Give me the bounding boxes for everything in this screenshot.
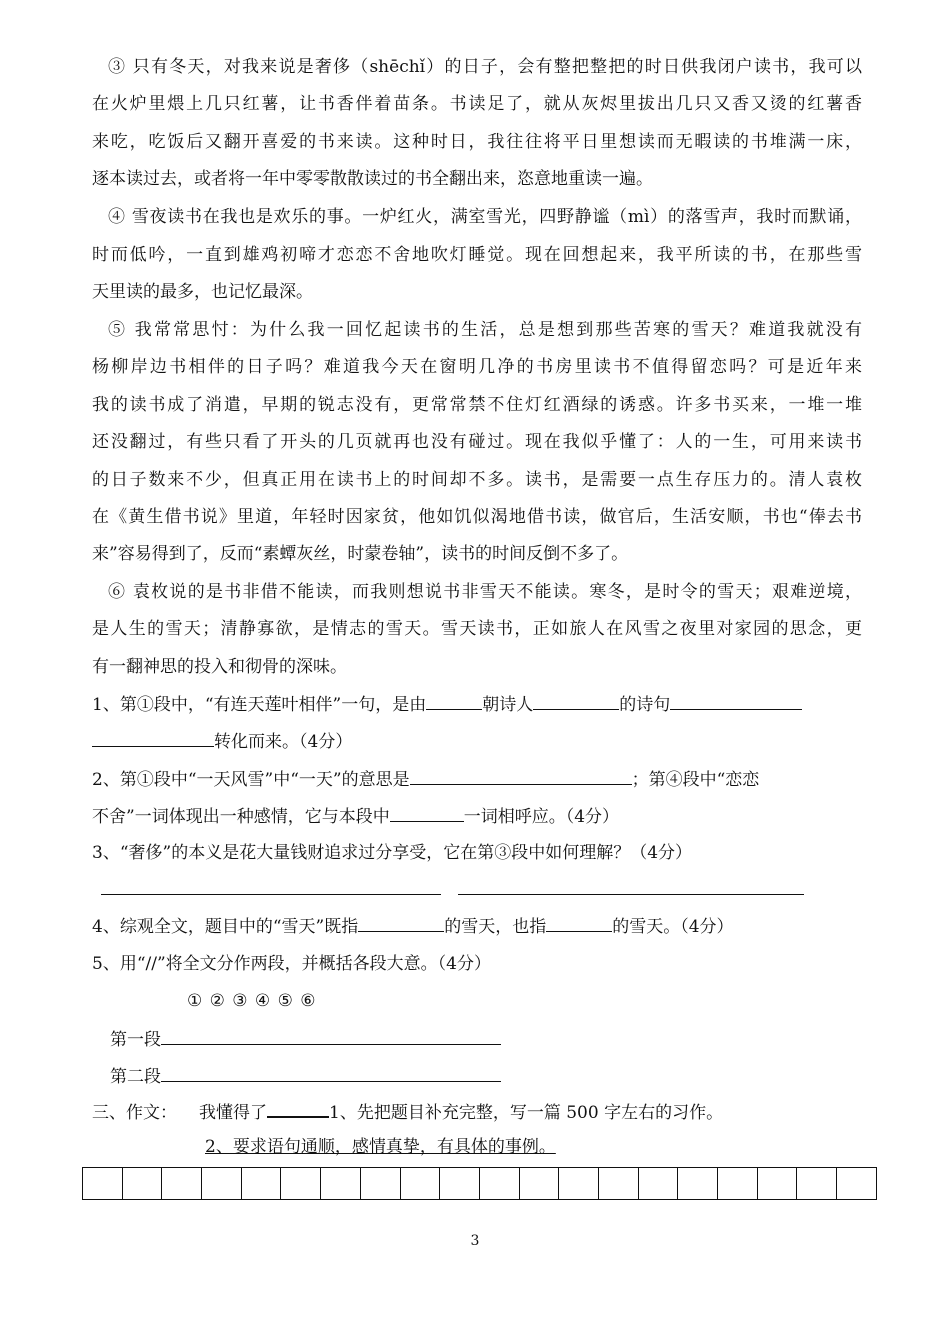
grid-cell[interactable]	[242, 1167, 282, 1200]
q4-text-b: 的雪天，也指	[444, 917, 547, 937]
p5-line-1: ⑤ 我常常思忖：为什么我一回忆起读书的生活，总是想到那些苦寒的雪天？难道我就没有	[108, 320, 862, 340]
grid-cell[interactable]	[440, 1167, 480, 1200]
q1-blank-poem-cont[interactable]	[92, 730, 214, 747]
p3-line-2: 在火炉里煨上几只红薯，让书香伴着苗条。书读足了，就从灰烬里拔出几只又香又烫的红薯香	[92, 94, 862, 114]
q4-text-a: 4、综观全文，题目中的“雪天”既指	[92, 917, 359, 937]
essay-heading	[92, 1100, 862, 1124]
question-4	[92, 915, 862, 938]
p6-line-3: 有一翻神思的投入和彻骨的深味。	[92, 657, 347, 677]
p3-line-4: 逐本读过去，或者将一年中零零散散读过的书全翻出来，恣意地重读一遍。	[92, 169, 653, 189]
question-3: 3、“奢侈”的本义是花大量钱财追求过分享受，它在第③段中如何理解？（4分）	[92, 843, 693, 863]
essay-title-prefix: 我懂得了	[199, 1103, 267, 1123]
p4-line-3: 天里读的最多，也记忆最深。	[92, 282, 313, 302]
grid-cell[interactable]	[162, 1167, 202, 1200]
grid-cell[interactable]	[639, 1167, 679, 1200]
p4-line-2: 时而低吟，一直到雄鸡初啼才恋恋不舍地吹灯睡觉。现在回想起来，我平所读的书，在那些雪	[92, 245, 862, 265]
q3-answer-line-2[interactable]	[458, 894, 804, 895]
p5-line-5: 的日子数来不少，但真正用在读书上的时间却不多。读书，是需要一点生存压力的。清人袁枚	[92, 470, 862, 490]
grid-cell[interactable]	[83, 1167, 123, 1200]
essay-label: 三、作文：	[92, 1103, 177, 1123]
p5-line-2: 杨柳岸边书相伴的日子吗？难道我今天在窗明几净的书房里读书不值得留恋吗？可是近年来	[92, 357, 862, 377]
essay-title-blank[interactable]	[267, 1100, 329, 1118]
p6-line-1: ⑥ 袁枚说的是书非借不能读，而我则想说书非雪天不能读。寒冬，是时令的雪天；艰难逆境，	[108, 582, 862, 602]
question-2-cont	[92, 805, 862, 828]
p5-line-3: 我的读书成了消遣，早期的锐志没有，更常常禁不住灯红酒绿的诱惑。许多书买来，一堆一堆	[92, 395, 862, 415]
grid-cell[interactable]	[559, 1167, 599, 1200]
grid-cell[interactable]	[797, 1167, 837, 1200]
q1-blank-poet[interactable]	[533, 693, 619, 710]
p5-line-7: 来”容易得到了，反而“素蟫灰丝，时蒙卷轴”，读书的时间反倒不多了。	[92, 544, 629, 564]
q5-segment-2	[110, 1065, 530, 1088]
grid-cell[interactable]	[480, 1167, 520, 1200]
q5-seg1-label: 第一段	[110, 1030, 161, 1050]
grid-cell[interactable]	[123, 1167, 163, 1200]
q2-text-a: 2、第①段中“一天风雪”中“一天”的意思是	[92, 770, 410, 790]
question-1-cont	[92, 730, 862, 753]
grid-cell[interactable]	[361, 1167, 401, 1200]
grid-cell[interactable]	[321, 1167, 361, 1200]
grid-cell[interactable]	[520, 1167, 560, 1200]
q1-text-b: 朝诗人	[482, 695, 534, 715]
q1-blank-dynasty[interactable]	[426, 693, 482, 710]
question-1	[92, 693, 862, 716]
grid-cell[interactable]	[758, 1167, 798, 1200]
writing-grid[interactable]	[82, 1167, 877, 1200]
q3-answer-line-1[interactable]	[101, 894, 441, 895]
grid-cell[interactable]	[718, 1167, 758, 1200]
q2-blank-meaning[interactable]	[410, 768, 632, 785]
q5-seg1-blank[interactable]	[161, 1028, 501, 1045]
question-2	[92, 768, 862, 791]
q2-text-b: ；第④段中“恋恋	[631, 770, 760, 790]
p4-line-1: ④ 雪夜读书在我也是欢乐的事。一炉红火，满室雪光，四野静谧（mì）的落雪声，我时而默诵，	[108, 207, 862, 227]
q5-seg2-blank[interactable]	[161, 1065, 501, 1082]
grid-cell[interactable]	[599, 1167, 639, 1200]
p3-line-3: 来吃，吃饭后又翻开喜爱的书来读。这种时日，我往往将平日里想读而无暇读的书堆满一床，	[92, 132, 862, 152]
p3-line-1: ③ 只有冬天，对我来说是奢侈（shēchǐ）的日子，会有整把整把的时日供我闭户读书，我可以	[108, 57, 862, 77]
question-5: 5、用“//”将全文分作两段，并概括各段大意。（4分）	[92, 954, 491, 974]
grid-cell[interactable]	[837, 1167, 877, 1200]
grid-cell[interactable]	[281, 1167, 321, 1200]
q1-text-a: 1、第①段中，“有连天莲叶相伴”一句，是由	[92, 695, 427, 715]
q4-blank-1[interactable]	[358, 915, 444, 932]
p5-line-4: 还没翻过，有些只看了开头的几页就再也没有碰过。现在我似乎懂了：人的一生，可用来读书	[92, 432, 862, 452]
q5-segment-1	[110, 1028, 530, 1051]
q1-text-c: 的诗句	[619, 695, 671, 715]
q5-seg2-label: 第二段	[110, 1067, 161, 1087]
q1-blank-poem[interactable]	[670, 693, 802, 710]
q2-text-c: 不舍”一词体现出一种感情，它与本段中	[92, 807, 390, 827]
grid-cell[interactable]	[202, 1167, 242, 1200]
essay-requirement-1: 1、先把题目补充完整，写一篇 500 字左右的习作。	[329, 1103, 724, 1123]
q4-text-c: 的雪天。（4分）	[612, 917, 734, 937]
page-number: 3	[470, 1233, 480, 1249]
grid-cell[interactable]	[678, 1167, 718, 1200]
q5-paragraph-marks: ① ② ③ ④ ⑤ ⑥	[187, 991, 316, 1011]
q4-blank-2[interactable]	[546, 915, 612, 932]
grid-cell[interactable]	[401, 1167, 441, 1200]
q2-text-d: 一词相呼应。（4分）	[463, 807, 620, 827]
p6-line-2: 是人生的雪天；清静寡欲，是情志的雪天。雪天读书，正如旅人在风雪之夜里对家园的思念，更	[92, 619, 862, 639]
q1-text-d: 转化而来。（4分）	[214, 732, 353, 752]
p5-line-6: 在《黄生借书说》里道，年轻时因家贫，他如饥似渴地借书读，做官后，生活安顺，书也“俸去书	[92, 507, 862, 527]
essay-requirement-2: 2、要求语句通顺，感情真挚，有具体的事例。	[205, 1137, 556, 1157]
q2-blank-word[interactable]	[390, 805, 464, 822]
